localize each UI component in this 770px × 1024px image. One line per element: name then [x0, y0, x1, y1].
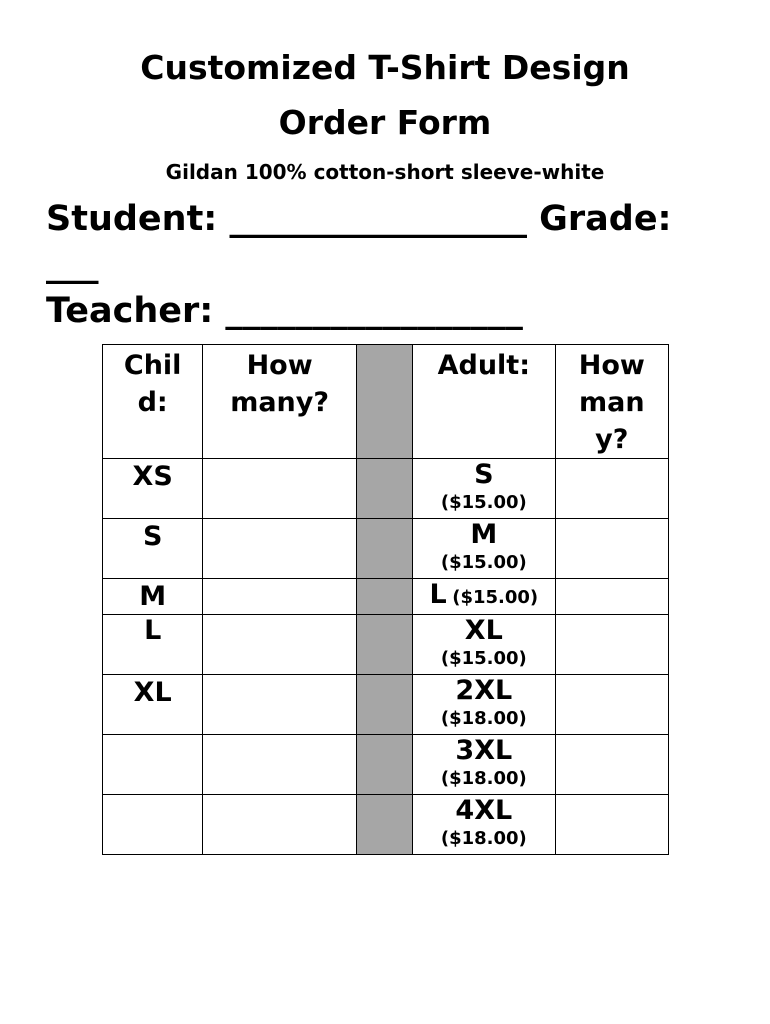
table-row — [103, 519, 669, 579]
separator-cell — [356, 459, 412, 519]
adult-price-label: ($15.00) — [452, 587, 539, 608]
child-size-label — [103, 735, 202, 737]
child-header-label: Child: — [123, 350, 182, 418]
adult-quantity-cell[interactable] — [555, 795, 668, 855]
teacher-line[interactable]: Teacher: _________________ — [46, 291, 523, 331]
child-size-label: L — [144, 615, 162, 646]
adult-size-label: 3XL — [455, 735, 513, 766]
child-quantity-cell[interactable] — [203, 519, 357, 579]
adult-size-cell — [413, 519, 556, 579]
adult-size-cell — [413, 795, 556, 855]
separator-column — [356, 345, 412, 459]
child-header — [103, 345, 203, 459]
adult-quantity-cell[interactable] — [555, 735, 668, 795]
adult-quantity-cell[interactable] — [555, 615, 668, 675]
child-size-cell — [103, 735, 203, 795]
adult-price-label: ($18.00) — [440, 828, 527, 849]
table-row — [103, 675, 669, 735]
adult-size-cell — [413, 615, 556, 675]
table-row — [103, 579, 669, 615]
form-title-line1: Customized T-Shirt Design — [140, 48, 630, 87]
adult-quantity-cell[interactable] — [555, 459, 668, 519]
student-grade-line[interactable]: Student: _________________ Grade: — [46, 199, 672, 239]
adult-quantity-cell[interactable] — [555, 675, 668, 735]
table-row — [103, 795, 669, 855]
table-header-row — [103, 345, 669, 459]
child-quantity-cell[interactable] — [203, 795, 357, 855]
student-info-fields — [46, 196, 736, 334]
table-row — [103, 735, 669, 795]
adult-quantity-cell[interactable] — [555, 519, 668, 579]
child-quantity-header — [203, 345, 357, 459]
adult-price-label: ($18.00) — [440, 768, 527, 789]
form-subtitle: Gildan 100% cotton-short sleeve-white — [165, 160, 605, 184]
form-title-line2: Order Form — [278, 103, 492, 142]
child-size-label: XS — [132, 461, 173, 492]
separator-cell — [356, 579, 412, 615]
adult-size-cell — [413, 459, 556, 519]
adult-price-label: ($15.00) — [440, 648, 527, 669]
adult-size-cell — [413, 675, 556, 735]
child-size-cell — [103, 519, 203, 579]
adult-price-label: ($18.00) — [440, 708, 527, 729]
separator-cell — [356, 675, 412, 735]
child-quantity-cell[interactable] — [203, 735, 357, 795]
adult-header — [413, 345, 556, 459]
adult-header-label: Adult: — [437, 350, 531, 381]
adult-size-cell — [413, 579, 556, 615]
child-size-cell — [103, 615, 203, 675]
separator-cell — [356, 519, 412, 579]
child-quantity-cell[interactable] — [203, 459, 357, 519]
size-order-table — [102, 344, 669, 855]
adult-price-label: ($15.00) — [440, 552, 527, 573]
child-quantity-cell[interactable] — [203, 615, 357, 675]
child-quantity-cell[interactable] — [203, 579, 357, 615]
child-size-label: M — [139, 581, 167, 612]
child-size-cell — [103, 675, 203, 735]
adult-quantity-header-label: How many? — [578, 350, 645, 455]
child-quantity-cell[interactable] — [203, 675, 357, 735]
separator-cell — [356, 735, 412, 795]
child-size-label: XL — [133, 677, 172, 708]
adult-size-label: S — [474, 459, 494, 490]
separator-cell — [356, 795, 412, 855]
child-size-label: S — [142, 521, 163, 552]
table-row — [103, 615, 669, 675]
adult-size-label: XL — [464, 615, 503, 646]
adult-size-inline — [413, 579, 555, 611]
adult-size-label: L — [429, 579, 447, 610]
adult-size-label: M — [470, 519, 498, 550]
child-size-cell — [103, 795, 203, 855]
adult-price-label: ($15.00) — [440, 492, 527, 513]
adult-quantity-cell[interactable] — [555, 579, 668, 615]
child-size-label — [103, 795, 202, 797]
adult-size-label: 4XL — [455, 795, 513, 826]
adult-quantity-header — [555, 345, 668, 459]
child-quantity-header-label: How many? — [230, 350, 330, 418]
child-size-cell — [103, 459, 203, 519]
grade-blank[interactable]: ___ — [46, 245, 99, 285]
adult-size-label: 2XL — [455, 675, 513, 706]
separator-cell — [356, 615, 412, 675]
adult-size-cell — [413, 735, 556, 795]
table-row — [103, 459, 669, 519]
child-size-cell — [103, 579, 203, 615]
